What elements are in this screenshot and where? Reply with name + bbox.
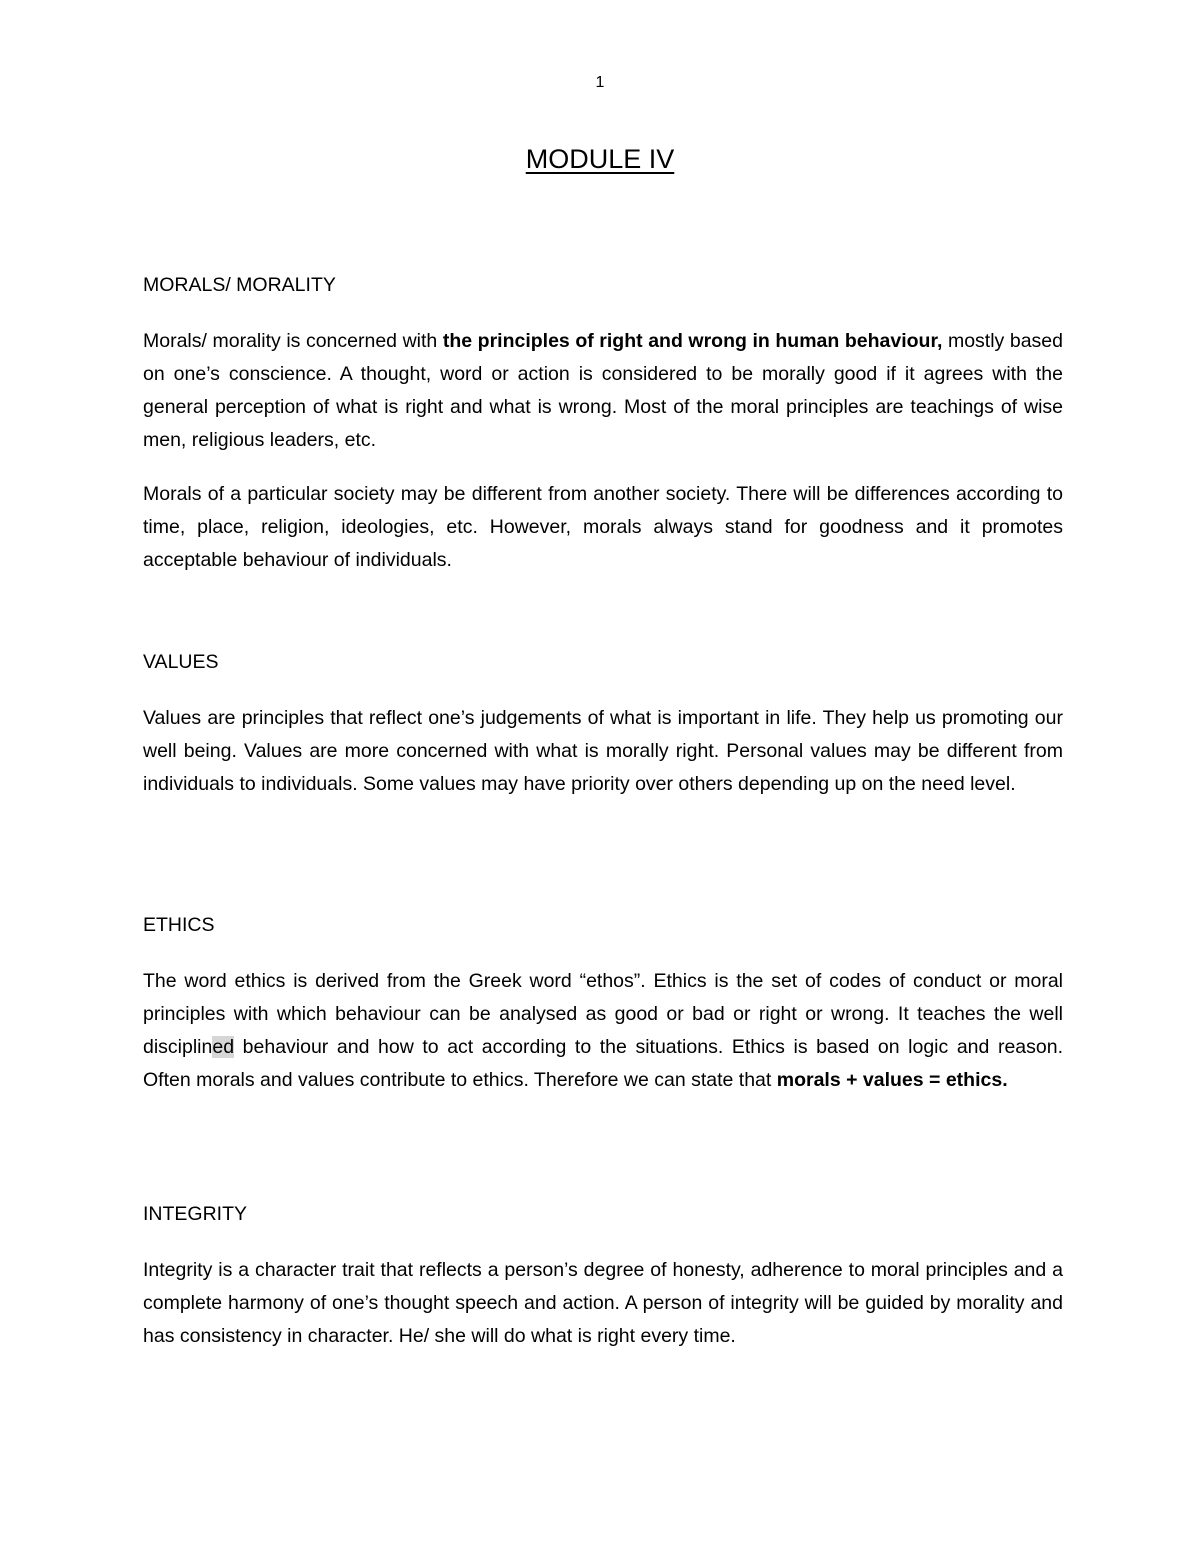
section-heading-values: VALUES (143, 651, 219, 673)
text-run: Morals/ morality is concerned with (143, 330, 443, 352)
section-integrity (143, 1202, 1063, 1353)
paragraph-morals-society: Morals of a particular society may be different from another society. There will be differences according to time, place, religion, ideologies, etc. However, morals always stand for goodness and it promotes acceptable behaviour of individuals. (143, 483, 1063, 571)
document-title: MODULE IV (525, 144, 675, 174)
section-values (143, 650, 1063, 801)
section-morals (143, 273, 1063, 577)
highlighted-text-run: ed (212, 1036, 235, 1058)
text-run: mostly based on one’s conscience. A thought, word or action is considered to be morally good if it agrees with the general perception of what is right and what is wrong. Most of the moral principles are teachings of wise men, religious leaders, etc. (143, 330, 1063, 451)
section-heading-ethics: ETHICS (143, 914, 215, 936)
page-number: 1 (595, 74, 605, 91)
text-run: The word ethics is derived from the Greek word “ethos”. Ethics is the set of codes of conduct or moral principles with which behaviour can be analysed as good or bad or right or wrong. It teaches the well disciplin (143, 970, 1063, 1058)
paragraph-integrity-definition: Integrity is a character trait that reflects a person’s degree of honesty, adherence to moral principles and a complete harmony of one’s thought speech and action. A person of integrity will be guided by morality and has consistency in character. He/ she will do what is right every time. (143, 1259, 1063, 1347)
section-heading-morals: MORALS/ MORALITY (143, 274, 336, 296)
paragraph-values-definition: Values are principles that reflect one’s judgements of what is important in life. They help us promoting our well being. Values are more concerned with what is morally right. Personal values may be different from individuals to individuals. Some values may have priority over others depending up on the need level. (143, 707, 1063, 795)
bold-text-run: morals + values = ethics. (776, 1069, 1008, 1091)
section-heading-integrity: INTEGRITY (143, 1203, 248, 1225)
section-ethics (143, 913, 1063, 1097)
bold-text-run: the principles of right and wrong in human behaviour, (442, 330, 943, 352)
paragraph-morals-definition (143, 325, 1063, 457)
text-run: behaviour and how to act according to the situations. Ethics is based on logic and reason. Often morals and values contribute to ethics. Therefore we can state that (143, 1036, 1063, 1091)
paragraph-ethics-definition (143, 965, 1063, 1097)
